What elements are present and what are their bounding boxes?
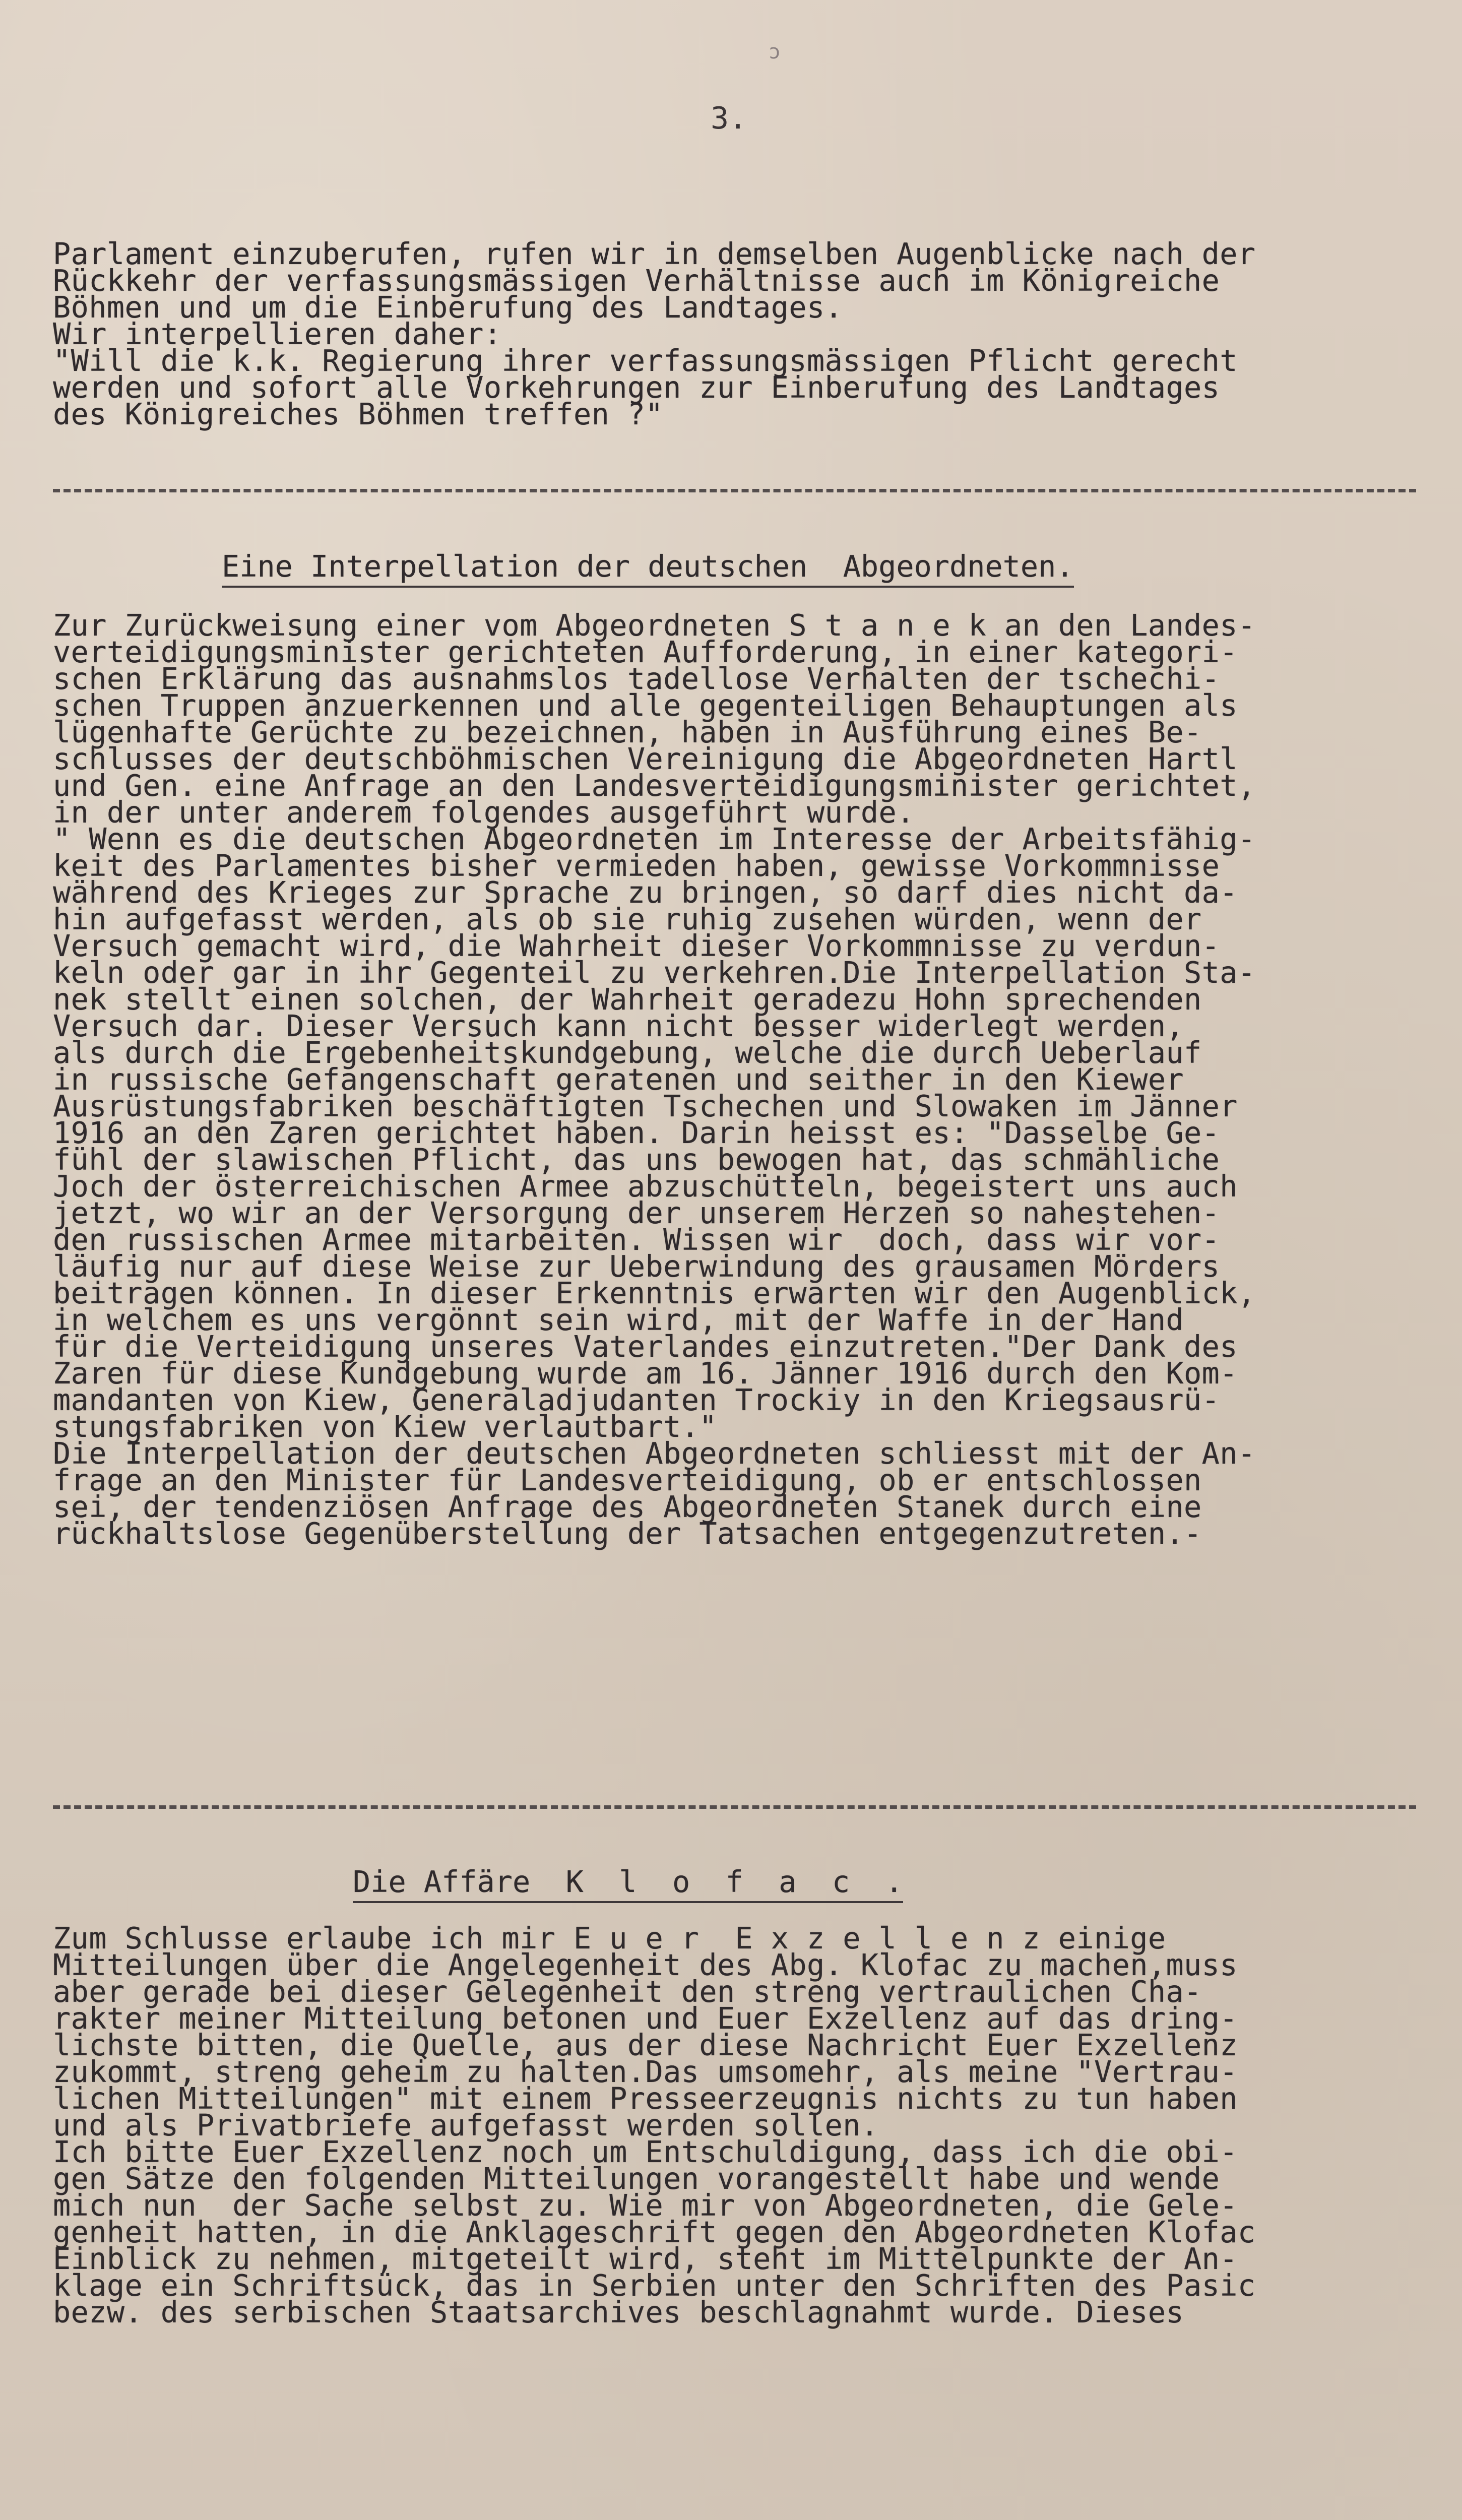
text-line: keln oder gar in ihr Gegenteil zu verkehren.Die Interpellation Sta- [53, 956, 1256, 990]
text-line: mandanten von Kiew, Generaladjudanten Trockiy in den Kriegsausrü- [53, 1383, 1220, 1417]
paragraph-section-3 [53, 1921, 1424, 2329]
section-heading-interpellation: Eine Interpellation der deutschen Abgeordneten. [222, 549, 1074, 588]
text-line: in russische Gefangenschaft geratenen und seither in den Kiewer [53, 1062, 1184, 1097]
text-line: Zum Schlusse erlaube ich mir E u e r E x z e l l e n z einige [53, 1921, 1166, 1956]
text-line: Zur Zurückweisung einer vom Abgeordneten S t a n e k an den Landes- [53, 608, 1256, 643]
text-line: jetzt, wo wir an der Versorgung der unserem Herzen so nahestehen- [53, 1196, 1220, 1230]
text-line: Rückkehr der verfassungsmässigen Verhältnisse auch im Königreiche [53, 264, 1220, 298]
section-heading-klofac: Die Affäre K l o f a c . [353, 1865, 903, 1903]
text-line: Böhmen und um die Einberufung des Landtages. [53, 290, 843, 325]
text-line: läufig nur auf diese Weise zur Ueberwindung des grausamen Mörders [53, 1249, 1220, 1284]
dashed-divider [53, 1805, 1416, 1809]
text-line: Ausrüstungsfabriken beschäftigten Tschechen und Slowaken im Jänner [53, 1089, 1238, 1123]
text-line: lichen Mitteilungen" mit einem Presseerzeugnis nichts zu tun haben [53, 2082, 1238, 2116]
dashed-divider [53, 489, 1416, 492]
text-line: nek stellt einen solchen, der Wahrheit geradezu Hohn sprechenden [53, 982, 1202, 1017]
ink-mark: ͻ [769, 40, 781, 64]
text-line: zukommt, streng geheim zu halten.Das umsomehr, als meine "Vertrau- [53, 2055, 1238, 2089]
text-line: sei, der tendenziösen Anfrage des Abgeordneten Stanek durch eine [53, 1490, 1202, 1524]
text-line: während des Krieges zur Sprache zu bringen, so darf dies nicht da- [53, 875, 1238, 910]
text-line: für die Verteidigung unseres Vaterlandes einzutreten."Der Dank des [53, 1330, 1238, 1364]
text-line: frage an den Minister für Landesverteidigung, ob er entschlossen [53, 1463, 1202, 1497]
text-line: bezw. des serbischen Staatsarchives beschlagnahmt wurde. Dieses [53, 2295, 1184, 2329]
text-line: aber gerade bei dieser Gelegenheit den streng vertraulichen Cha- [53, 1975, 1202, 2009]
text-line: Ich bitte Euer Exzellenz noch um Entschuldigung, dass ich die obi- [53, 2135, 1238, 2169]
text-line: Joch der österreichischen Armee abzuschütteln, begeistert uns auch [53, 1169, 1238, 1204]
paragraph-section-2 [53, 608, 1424, 1551]
text-line: in der unter anderem folgendes ausgeführt wurde. [53, 795, 915, 830]
text-line: und Gen. eine Anfrage an den Landesverteidigungsminister gerichtet, [53, 769, 1256, 803]
text-line: "Will die k.k. Regierung ihrer verfassungsmässigen Pflicht gerecht [53, 344, 1238, 378]
text-line: beitragen können. In dieser Erkenntnis erwarten wir den Augenblick, [53, 1276, 1256, 1310]
text-line: rückhaltslose Gegenüberstellung der Tatsachen entgegenzutreten.- [53, 1517, 1202, 1551]
text-line: " Wenn es die deutschen Abgeordneten im Interesse der Arbeitsfähig- [53, 822, 1256, 856]
text-line: lügenhafte Gerüchte zu bezeichnen, haben in Ausführung eines Be- [53, 715, 1202, 749]
paragraph-section-1 [53, 237, 1424, 431]
text-line: den russischen Armee mitarbeiten. Wissen wir doch, dass wir vor- [53, 1223, 1220, 1257]
text-line: hin aufgefasst werden, als ob sie ruhig zusehen würden, wenn der [53, 902, 1202, 936]
text-line: klage ein Schriftsück, das in Serbien unter den Schriften des Pasic [53, 2269, 1256, 2303]
text-line: genheit hatten, in die Anklageschrift gegen den Abgeordneten Klofac [53, 2215, 1256, 2249]
text-line: in welchem es uns vergönnt sein wird, mit der Waffe in der Hand [53, 1303, 1184, 1337]
text-line: Zaren für diese Kundgebung wurde am 16. Jänner 1916 durch den Kom- [53, 1356, 1238, 1391]
text-line: stungsfabriken von Kiew verlautbart." [53, 1410, 717, 1444]
text-line: rakter meiner Mitteilung betonen und Euer Exzellenz auf das dring- [53, 2001, 1238, 2036]
text-line: Parlament einzuberufen, rufen wir in demselben Augenblicke nach der [53, 237, 1256, 271]
text-line: verteidigungsminister gerichteten Aufforderung, in einer kategori- [53, 635, 1238, 669]
text-line: lichste bitten, die Quelle, aus der diese Nachricht Euer Exzellenz [53, 2028, 1238, 2062]
text-line: Versuch dar. Dieser Versuch kann nicht besser widerlegt werden, [53, 1009, 1184, 1043]
text-line: Wir interpellieren daher: [53, 317, 502, 351]
text-line: Einblick zu nehmen, mitgeteilt wird, steht im Mittelpunkte der An- [53, 2242, 1238, 2276]
text-line: schen Truppen anzuerkennen und alle gegenteiligen Behauptungen als [53, 688, 1238, 723]
text-line: des Königreiches Böhmen treffen ?" [53, 397, 664, 431]
text-line: Mitteilungen über die Angelegenheit des Abg. Klofac zu machen,muss [53, 1948, 1238, 1982]
text-line: mich nun der Sache selbst zu. Wie mir von Abgeordneten, die Gele- [53, 2188, 1238, 2223]
text-line: Die Interpellation der deutschen Abgeordneten schliesst mit der An- [53, 1436, 1256, 1471]
text-line: gen Sätze den folgenden Mitteilungen vorangestellt habe und wende [53, 2162, 1220, 2196]
text-line: schlusses der deutschböhmischen Vereinigung die Abgeordneten Hartl [53, 742, 1238, 776]
text-line: als durch die Ergebenheitskundgebung, welche die durch Ueberlauf [53, 1036, 1202, 1070]
text-line: fühl der slawischen Pflicht, das uns bewogen hat, das schmähliche [53, 1143, 1220, 1177]
text-line: Versuch gemacht wird, die Wahrheit dieser Vorkommnisse zu verdun- [53, 929, 1220, 963]
text-line: werden und sofort alle Vorkehrungen zur Einberufung des Landtages [53, 370, 1220, 405]
text-line: 1916 an den Zaren gerichtet haben. Darin heisst es: "Dasselbe Ge- [53, 1116, 1220, 1150]
page-number: 3. [711, 101, 747, 136]
text-line: keit des Parlamentes bisher vermieden haben, gewisse Vorkommnisse [53, 849, 1220, 883]
text-line: schen Erklärung das ausnahmslos tadellose Verhalten der tschechi- [53, 662, 1220, 696]
text-line: und als Privatbriefe aufgefasst werden sollen. [53, 2108, 879, 2143]
